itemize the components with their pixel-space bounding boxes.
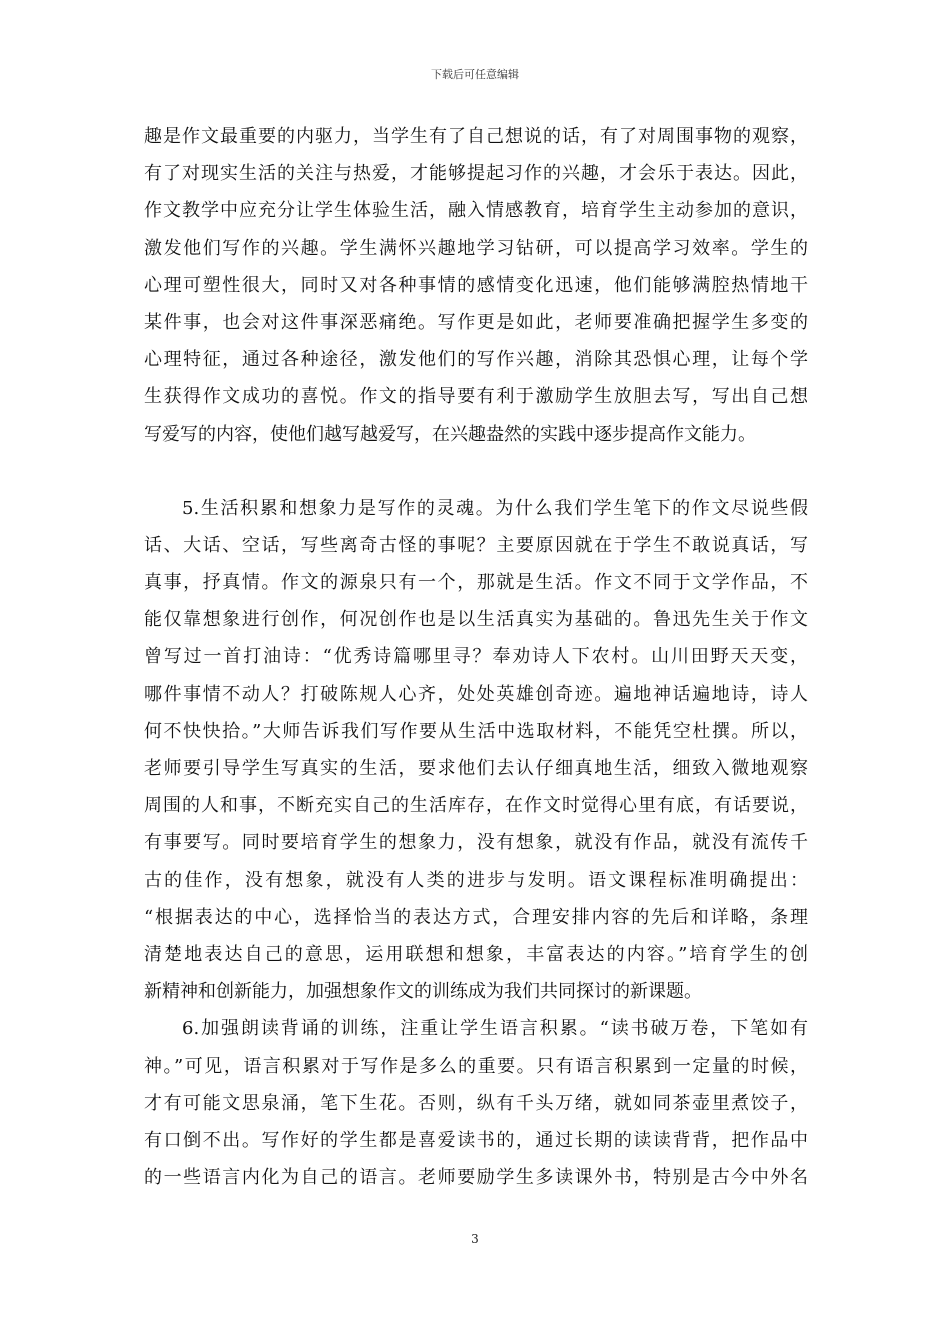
text-line: 的一些语言内化为自己的语言。老师要励学生多读课外书，特别是古今中外名 (144, 1167, 808, 1189)
text-line: 6.加强朗读背诵的训练，注重让学生语言积累。“读书破万卷，下笔如有 (182, 1018, 808, 1040)
text-line: 何不快快拾。”大师告诉我们写作要从生活中选取材料，不能凭空杜撰。所以， (144, 720, 808, 742)
page-header: 下载后可任意编辑 (431, 68, 519, 81)
text-line: 写爱写的内容，使他们越写越爱写，在兴趣盎然的实践中逐步提高作文能力。 (144, 423, 756, 445)
text-line: 曾写过一首打油诗：“优秀诗篇哪里寻？奉劝诗人下农村。山川田野天天变， (144, 646, 808, 668)
text-line: 激发他们写作的兴趣。学生满怀兴趣地学习钻研，可以提高学习效率。学生的 (144, 237, 808, 259)
text-line: 神。”可见，语言积累对于写作是多么的重要。只有语言积累到一定量的时候， (144, 1055, 808, 1077)
text-line: 老师要引导学生写真实的生活，要求他们去认仔细真地生活，细致入微地观察 (144, 758, 808, 779)
text-line: 能仅靠想象进行创作，何况创作也是以生活真实为基础的。鲁迅先生关于作文 (144, 609, 808, 631)
paragraph-gap (144, 453, 808, 490)
text-line: “根据表达的中心，选择恰当的表达方式，合理安排内容的先后和详略，条理 (144, 906, 808, 928)
text-line: 有了对现实生活的关注与热爱，才能够提起习作的兴趣，才会乐于表达。因此， (144, 163, 808, 185)
text-line: 真事，抒真情。作文的源泉只有一个，那就是生活。作文不同于文学作品，不 (144, 572, 808, 594)
text-line: 趣是作文最重要的内驱力，当学生有了自己想说的话，有了对周围事物的观察， (144, 126, 808, 147)
text-line: 才有可能文思泉涌，笔下生花。否则，纵有千头万绪，就如同茶壶里煮饺子， (144, 1092, 808, 1114)
text-line: 心理可塑性很大，同时又对各种事情的感情变化迅速，他们能够满腔热情地干 (144, 274, 808, 296)
text-line: 哪件事情不动人？打破陈规人心齐，处处英雄创奇迹。遍地神话遍地诗，诗人 (144, 683, 808, 705)
paragraph-1 (144, 118, 808, 453)
text-line: 新精神和创新能力，加强想象作文的训练成为我们共同探讨的新课题。 (144, 981, 702, 1003)
text-line: 生获得作文成功的喜悦。作文的指导要有利于激励学生放胆去写，写出自己想 (144, 386, 808, 408)
text-line: 古的佳作，没有想象，就没有人类的进步与发明。语文课程标准明确提出： (144, 869, 808, 891)
paragraph-2 (144, 490, 808, 1011)
text-line: 作文教学中应充分让学生体验生活，融入情感教育，培育学生主动参加的意识， (144, 200, 808, 222)
text-line: 周围的人和事，不断充实自己的生活库存，在作文时觉得心里有底，有话要说， (144, 795, 808, 817)
text-line: 心理特征，通过各种途径，激发他们的写作兴趣，消除其恐惧心理，让每个学 (144, 349, 808, 371)
text-line: 有事要写。同时要培育学生的想象力，没有想象，就没有作品，就没有流传千 (144, 832, 808, 854)
paragraph-3 (144, 1010, 808, 1196)
text-line: 某件事，也会对这件事深恶痛绝。写作更是如此，老师要准确把握学生多变的 (144, 311, 808, 333)
text-line: 话、大话、空话，写些离奇古怪的事呢？主要原因就在于学生不敢说真话，写 (144, 534, 808, 556)
page-number: 3 (471, 1232, 479, 1246)
body-text (144, 118, 808, 1196)
text-line: 清楚地表达自己的意思，运用联想和想象，丰富表达的内容。”培育学生的创 (144, 943, 808, 965)
text-line: 有口倒不出。写作好的学生都是喜爱读书的，通过长期的读读背背，把作品中 (144, 1129, 808, 1151)
text-line: 5.生活积累和想象力是写作的灵魂。为什么我们学生笔下的作文尽说些假 (182, 497, 808, 519)
